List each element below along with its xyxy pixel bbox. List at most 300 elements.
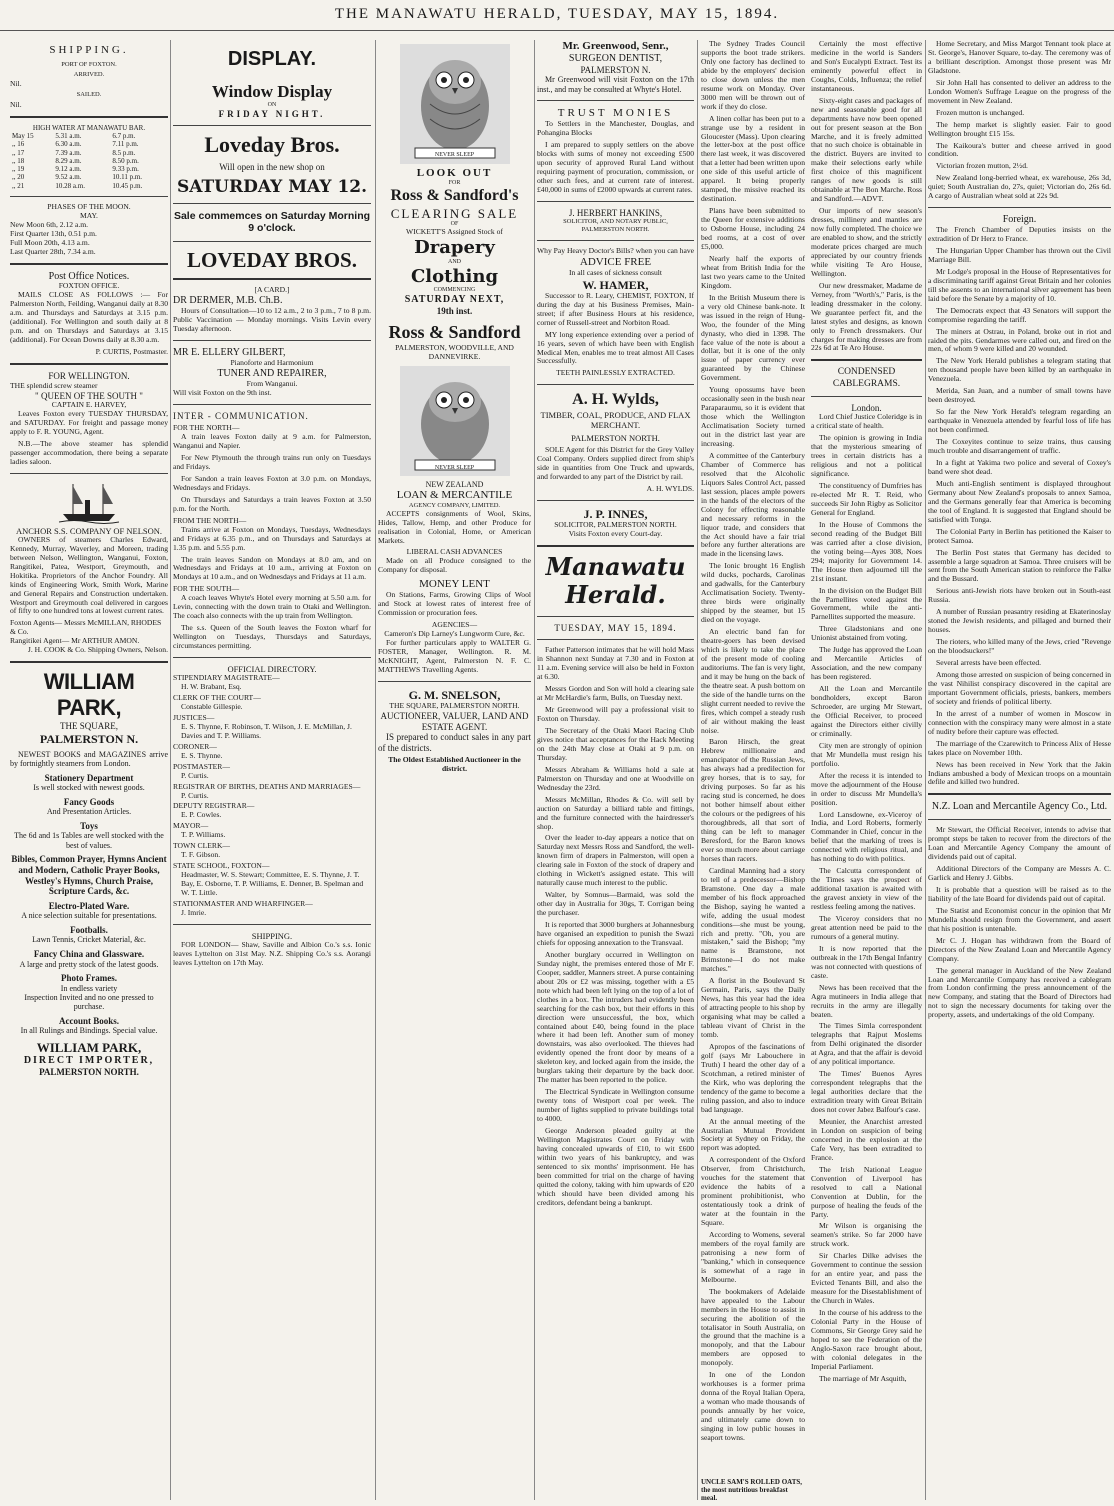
from-north-list	[173, 526, 371, 583]
foreign-paragraph: The Colonial Party in Berlin has petitioned the Kaiser to protect Samoa.	[928, 526, 1111, 545]
north-train-item: A train leaves Foxton daily at 9 a.m. for Palmerston, Wanganui and Napier.	[173, 432, 371, 451]
divider	[537, 500, 694, 501]
agencies-heading: AGENCIES—	[431, 620, 478, 630]
park-heading: WILLIAM PARK,	[43, 669, 135, 721]
masthead: THE MANAWATU HERALD, TUESDAY, MAY 15, 1894.	[334, 6, 780, 22]
news-paragraph: Our imports of new season's dresses, millinery and mantles are now fully completed. The choice we are enabled to show, and the strictly moderate prices charged are much appreciated by our country friends while visiting Te Aro House, Wellington.	[811, 206, 922, 278]
post-office-text: MAILS CLOSE AS FOLLOWS :— For Palmerston North, Feilding, Wanganui daily at 8.30 a.m. and Thursdays and Saturdays at 3.15 p.m. (additional). For Wellington and south daily at 8 p.m. and on Thursdays and Saturdays at 3.15 (additional). For Ocean Downs daily at 8.30 a.m.	[10, 290, 168, 345]
park-item-text: In endless variety	[60, 983, 118, 993]
park-item-heading: Photo Frames.	[61, 972, 117, 983]
sailed-label: SAILED.	[76, 91, 102, 99]
cable-paragraph: Mr Wilson is organising the seamen's strike. So far 2000 have struck work.	[811, 1221, 922, 1249]
for-label: FOR	[448, 180, 461, 187]
official-title: MAYOR—	[173, 821, 209, 831]
divider	[10, 116, 168, 118]
foreign-paragraph: The Berlin Post states that Germany has decided to assemble a large squadron at Samoa. Three cruisers will be sent from the South American station to reinforce the Falke and the Bussard.	[928, 547, 1111, 584]
news-paragraph: The Kaikoura's butter and cheese arrived in good condition.	[928, 140, 1111, 159]
news-paragraph: Frozen mutton is unchanged.	[936, 107, 1025, 117]
display-heading: DISPLAY.	[227, 48, 317, 70]
south-heading: FOR THE SOUTH—	[173, 584, 240, 594]
news-paragraph: At the annual meeting of the Australian Mutual Provident Society at Sydney on Friday, the report was adopted.	[701, 1116, 805, 1153]
foreign-paragraph: In a fight at Yakima two police and several of Coxey's band were shot dead.	[928, 457, 1111, 476]
foreign-paragraph: Merida, San Juan, and a number of small towns have been destroyed.	[928, 386, 1111, 405]
column-divider	[170, 40, 171, 1500]
loveday-bros: LOVEDAY BROS.	[187, 247, 357, 272]
park-town: PALMERSTON N.	[39, 731, 139, 746]
park-item-text: Lawn Tennis, Cricket Material, &c.	[32, 935, 146, 945]
cable-list	[811, 413, 922, 1383]
moon-heading: PHASES OF THE MOON.	[47, 201, 131, 211]
official-title: TOWN CLERK—	[173, 841, 231, 851]
divider	[811, 396, 922, 397]
agencies-text: Cameron's Dip Larney's Lungworm Cure, &c.	[384, 629, 525, 639]
tide-cell: 10.28 a.m.	[55, 181, 85, 190]
news-paragraph: Home Secretary, and Miss Margot Tennant took place at St. George's, Hanover Square, to-day. The ceremony was of a brilliant description. Amongst those present was Mr Gladstone.	[928, 40, 1111, 75]
owl-illustration	[400, 44, 510, 164]
hamer-text: Successor to R. Leary, CHEMIST, FOXTON, If during the day at his Business Premises, Main-street; if after Business Hours at his residence, corner of Russell-street and Norbiton Road.	[537, 290, 694, 327]
dermer-name: DR DERMER, M.B. Ch.B.	[173, 295, 283, 307]
snelson-oldest: The Oldest Established Auctioneer in the district.	[388, 755, 521, 774]
nzl-paragraph: Additional Directors of the Company are Messrs A. C. Garlick and Henry J. Gibbs.	[928, 864, 1111, 882]
divider	[928, 793, 1111, 795]
steamship-illustration	[59, 480, 119, 524]
cable-paragraph: The Viceroy considers that no great attention need be paid to the rumours of a general mutiny.	[811, 913, 922, 941]
official-title: CLERK OF THE COURT—	[173, 692, 261, 702]
money-text: On Stations, Farms, Growing Clips of Wool and Stock at lowest rates of interest free of Commission or procuration fees.	[378, 590, 531, 618]
loveday-open: Will open in the new shop on	[219, 162, 325, 173]
divider	[10, 196, 168, 197]
foreign-paragraph: Much anti-English sentiment is displayed throughout Germany about New Zealand's proposals to annex Samoa, and the Germans generally fear that America is becoming the tool of England. It is suggested that England should be satisfied with Tonga.	[928, 478, 1111, 524]
nzl-paragraph: It is probable that a question will be raised as to the liability of the late Board for dividends paid out of capital.	[928, 884, 1111, 903]
cable-paragraph: The marriage of Mr Asquith,	[819, 1373, 907, 1383]
news-paragraph: An electric band fan for theatre-goers has been devised which is likely to take the place of the present mode of cooling auditoriums. The fan is very light, and it may be hung on the back of the theatre seat. A push bottom on the side of the handle turns on the slight current needed to revive the fires, which compel a steady rush of air without making the least noise.	[701, 627, 805, 735]
lookout-heading: LOOK OUT	[416, 167, 493, 180]
cable-paragraph: The Times Simla correspondent telegraphs that Rajput Moslems from Delhi originated the disorder at Agra, and that the affair is devoid of any political importance.	[811, 1021, 922, 1067]
nzloan-heading: NEW ZEALAND	[425, 479, 484, 489]
anchor-agents: Foxton Agents— Messrs McMILLAN, RHODES & Co.	[10, 618, 162, 637]
moon-month: MAY.	[80, 210, 98, 220]
liberal-heading: LIBERAL CASH ADVANCES	[406, 547, 503, 557]
news-paragraph: Father Patterson intimates that he will hold Mass in Shannon next Sunday at 7.30 and in Foxton at 11 a.m. Evening service will also be held in Foxton at 6.30.	[537, 645, 694, 682]
divider	[173, 340, 371, 341]
news-paragraph: Baron Hirsch, the great Hebrew millionaire and emancipator of the Russian Jews, has always had a predilection for grey horses, that is to say, for driving purposes. So far as his racing stud is concerned, he does not bother himself about either the colours or the pedigrees of his thoroughbreds, all that sort of thing can be left to manager Beresford, for the Baron knows ever so much more about carriage horses than racers.	[701, 737, 805, 863]
north-train-item: For New Plymouth the through trains run only on Tuesdays and Fridays.	[173, 452, 371, 471]
cable-paragraph: News has been received that the Agra mutineers in India allege that recruits in the army are illegally beaten.	[811, 982, 922, 1019]
column-divider	[697, 40, 698, 1500]
news-paragraph: Apropos of the fascinations of golf (says Mr Labouchere in Truth) I heard the other day of a Scotchman, a retired minister of the Kirk, who was deploring the tendency of the game to become a ruling passion, and also to induce bad language.	[701, 1041, 805, 1114]
captain-name: CAPTAIN E. HARVEY,	[51, 400, 127, 410]
news-paragraph: The hemp market is slightly easier. Fair to good Wellington brought £15 15s.	[928, 119, 1111, 138]
tide-row	[10, 165, 168, 173]
tide-cell: 7.39 a.m.	[55, 148, 82, 157]
park-intro: NEWEST BOOKS and MAGAZINES arrive by fortnightly steamers from London.	[10, 749, 168, 769]
clothing-heading: Clothing	[410, 265, 499, 287]
general-news	[701, 40, 805, 1443]
hankins-role: SOLICITOR, AND NOTARY PUBLIC,	[563, 218, 668, 226]
wylds-town: PALMERSTON NORTH.	[571, 433, 660, 444]
divider	[10, 473, 168, 474]
official-heading: OFFICIAL DIRECTORY.	[227, 664, 317, 675]
divider	[173, 657, 371, 658]
advice-sub: In all cases of sickness consult	[568, 267, 662, 277]
wylds-heading: A. H. Wylds,	[572, 391, 659, 409]
divider	[928, 207, 1111, 208]
cable-paragraph: The constituency of Dumfries has re-elected Mr R. T. Reid, who succeeds Sir John Rigby as Solicitor General for England.	[811, 481, 922, 517]
news-paragraph: A correspondent of the Oxford Observer, from Christchurch, vouches for the statement that evidence the habits of a prominent prohibitionist, who ostentatiously took a drink of water at the fountain in the Square.	[701, 1155, 805, 1228]
divider	[10, 363, 168, 365]
snelson-text: IS prepared to conduct sales in any part of the districts.	[378, 732, 531, 753]
card-label: [A CARD.]	[254, 285, 290, 295]
tide-cell: 10.45 p.m.	[112, 181, 143, 190]
foreign-paragraph: The miners at Ostrau, in Poland, broke out in riot and raided the pits. Gendarmes were called out, and fired on the men, of whom 9 were killed and 20 wounded.	[928, 326, 1111, 354]
divider	[173, 125, 371, 126]
tide-cell: 9.33 p.m.	[112, 165, 139, 174]
news-paragraph: A florist in the Boulevard St Germain, Paris, says the Daily News, has this year had the idea of attracting people to his shop by organising what may be called a tableau vivant of Christ in the tomb.	[701, 976, 805, 1039]
news-paragraph: Messrs Gordon and Son will hold a clearing sale at Mr McHardie's farm, Bulls, on Tuesday next.	[537, 684, 694, 703]
tide-cell: ,, 16	[12, 140, 25, 149]
park-footer-role: DIRECT IMPORTER,	[23, 1055, 155, 1067]
divider	[173, 278, 371, 280]
hankins-town: PALMERSTON NORTH.	[581, 226, 650, 234]
anchor-heading: ANCHOR S.S. COMPANY OF NELSON.	[15, 525, 163, 536]
foreign-news	[928, 226, 1111, 787]
official-name: E. P. Cowles.	[181, 810, 222, 820]
foreign-paragraph: Several arrests have been effected.	[936, 658, 1042, 668]
shipping-heading-2: SHIPPING.	[251, 930, 293, 941]
divider	[537, 545, 694, 547]
nzloan-heading-2: LOAN & MERCANTILE	[396, 489, 513, 502]
divider	[537, 384, 694, 385]
divider	[537, 100, 694, 101]
nzl-paragraph: The Statist and Economist concur in the opinion that Mr Mundella should resign from the Government, and assert that his position is untenable.	[928, 905, 1111, 933]
wellington-heading: FOR WELLINGTON.	[48, 370, 130, 381]
news-paragraph: A linen collar has been put to a strange use by a resident in Gloucester (Mass). Upon clearing the letter-box at the post office there last week, it was discovered that a letter had been written upon one side of this useful article of apparel. It being properly stamped, the missive reached its destination.	[701, 113, 805, 204]
park-item-text: In all Rulings and Bindings. Special value.	[20, 1026, 158, 1036]
official-name: T. P. Williams.	[181, 830, 226, 840]
home-news	[928, 40, 1111, 201]
foreign-paragraph: The rioters, who killed many of the Jews, cried "Revenge on the bloodsuckers!"	[928, 637, 1111, 656]
official-name: E. S. Thynne, F. Robinson, T. Wilson, J. E. McMillan, J. Davies and T. P. Williams.	[181, 721, 352, 740]
divider	[10, 263, 168, 265]
foreign-paragraph: The French Chamber of Deputies insists on the extradition of Dr Herz to France.	[928, 225, 1111, 243]
tide-cell: ,, 17	[12, 148, 25, 157]
north-heading: FOR THE NORTH—	[173, 423, 240, 433]
official-title: POSTMASTER—	[173, 761, 230, 771]
hankins-heading: J. HERBERT HANKINS,	[568, 207, 663, 218]
column-5-right	[811, 40, 922, 1500]
official-title: REGISTRAR OF BIRTHS, DEATHS AND MARRIAGES—	[173, 781, 361, 791]
cable-paragraph: Meunier, the Anarchist arrested in London on suspicion of being concerned in the explosion at the Cafe Very, has been extradited to France.	[811, 1117, 922, 1162]
snelson-heading: G. M. SNELSON,	[408, 687, 501, 702]
news-paragraph: Messrs McMillan, Rhodes & Co. will sell by auction on Saturday a billiard table and fittings, and the furniture connected with the hairdresser's shop.	[537, 794, 694, 831]
news-paragraph: Walter, by Somnus—Barmaid, was sold the other day in Australia for 30gs, T. Corrigan being the purchaser.	[537, 890, 694, 918]
official-name: H. W. Brabant, Esq.	[181, 682, 242, 692]
foreign-paragraph: Among those arrested on suspicion of being concerned in the vast Nihilist conspiracy discovered in the capital are important Government officials, priests, bankers, members of society and friends of political liberty.	[928, 669, 1111, 706]
north-train-item: For Sandon a train leaves Foxton at 3.0 p.m. on Mondays, Wednesdays and Fridays.	[173, 473, 371, 492]
greenwood-text: Mr Greenwood will visit Foxton on the 17th inst., and may be consulted at Whyte's Hotel.	[537, 75, 694, 94]
official-name: J. Imrie.	[181, 907, 207, 917]
north-list	[173, 433, 371, 514]
foreign-paragraph: A number of Russian peasantry residing at Ekaterinoslay stoned the Jewish residents, and pillaged and burned their houses.	[928, 607, 1111, 635]
loveday-heading: Loveday Bros.	[204, 132, 340, 158]
divider	[537, 201, 694, 202]
park-item-text: A large and pretty stock of the latest goods.	[19, 959, 159, 969]
innes-heading: J. P. INNES,	[583, 507, 648, 522]
official-title: STATIONMASTER AND WHARFINGER—	[173, 898, 313, 908]
divider	[537, 616, 694, 617]
park-item-text: And Presentation Articles.	[46, 807, 132, 817]
column-divider	[375, 40, 376, 1500]
park-item-heading: Toys	[80, 820, 98, 831]
cable-paragraph: All the Loan and Mercantile bondholders, except Baron Schroeder, are urging Mr Stewart, the Official Receiver, to proceed against the Directors either civilly or criminally.	[811, 684, 922, 738]
park-item-text: The 6d and 1s Tables are well stocked with the best of values.	[14, 831, 164, 850]
divider	[173, 404, 371, 405]
masthead-rule	[0, 30, 1114, 31]
advice-heading: ADVICE FREE	[579, 255, 652, 268]
saturday-next: SATURDAY NEXT,	[404, 293, 505, 305]
gilbert-sub: Pianoforte and Harmonium	[230, 357, 314, 367]
official-name: E. S. Thynne.	[181, 750, 223, 760]
nzloan-text: ACCEPTS consignments of Wool, Skins, Hides, Tallow, Hemp, and other Produce for realisation in Colonial, Home, or American Markets.	[378, 508, 531, 545]
wellington-text: THE splendid screw steamer	[10, 380, 98, 390]
official-name: T. F. Gibson.	[181, 850, 221, 860]
post-office-heading: Post Office Notices.	[48, 270, 130, 282]
friday-night: FRIDAY NIGHT.	[218, 108, 326, 119]
nzloan-company: AGENCY COMPANY, LIMITED.	[408, 502, 501, 510]
snelson-role: AUCTIONEER, VALUER, LAND AND ESTATE AGENT.	[380, 711, 529, 732]
official-name: Constable Gillespie.	[181, 701, 243, 711]
official-title: DEPUTY REGISTRAR—	[173, 801, 255, 811]
news-paragraph: Cardinal Manning had a story to tell of a predecessor—Bishop Bramstone. One day a male member of his flock approached the Bishop, saying he wanted a wife, adding the usual modest conditions—she must be young, rich and pretty. "Oh, you are mistaken," said the Bishop; "my name is Bramstone, not Brimstone—I do not make matches."	[701, 865, 805, 974]
herald-masthead: Manawatu Herald.	[545, 552, 686, 610]
park-item-heading: Fancy Goods	[63, 796, 115, 807]
london-heading: London.	[851, 402, 882, 413]
park-item-heading: Electro-Plated Ware.	[48, 900, 130, 911]
divider	[811, 359, 922, 361]
sale-notice: Sale commemces on Saturday Morning 9 o'clock.	[173, 209, 371, 235]
trust-text-1: To Settlers in the Manchester, Douglas, and Pohangina Blocks	[537, 119, 694, 138]
further-text: For further particulars apply to WALTER G. FOSTER, Manager, Wellington. R. M. McKNIGHT, Agent, Palmerston N. F. C. MATTHEWS Travelling Agents.	[378, 638, 531, 674]
news-paragraph: According to Womens, several members of the royal family are patronising a new form of "banking," which in consequence is somewhat of a rage in Melbourne.	[701, 1230, 805, 1284]
money-heading: MONEY LENT	[419, 578, 490, 591]
of-label: OF	[450, 221, 459, 228]
shipping-text: FOR LONDON— Shaw, Saville and Albion Co.'s s.s. Ionic leaves Lyttelton on 31st May. N.Z. Shipping Co.'s s.s. Aorangi leaves Lyttelton on 17th May.	[173, 939, 371, 967]
cable-paragraph: The Judge has approved the Loan and Mercantile Articles of Association, and the new company has been registered.	[811, 645, 922, 682]
owl-illustration	[400, 366, 510, 476]
hamer-heading: W. HAMER,	[582, 277, 649, 292]
nzl-paragraph: Mr C. J. Hogan has withdrawn from the Board of Directors of the New Zealand Loan and Mercantile Agency Company.	[928, 935, 1111, 963]
news-paragraph: Sixty-eight cases and packages of new and seasonable good for all departments have now been opened out for present season at the Bon Marche, and it is freely admitted that no such choice is obtainable in the district. Buyers are invited to make their selections early while first choice of this magnificent ranges of new goods is still obtainable at The Bon Marche. Ross and Sandford.—ADVT.	[811, 95, 922, 204]
column-2	[173, 40, 371, 1500]
foreign-paragraph: News has been received in New York that the Jakin Indians ambushed a body of Mexican troops on a mountain defile and killed two hundred.	[928, 759, 1111, 787]
anchor-signature: J. H. COOK & Co. Shipping Owners, Nelson.	[27, 645, 168, 655]
column-6	[928, 40, 1111, 1500]
arrived-label: ARRIVED.	[73, 70, 105, 78]
park-item-text: Is well stocked with newest goods.	[33, 783, 145, 793]
park-item-text: A nice selection suitable for presentations.	[21, 911, 157, 921]
cable-paragraph: The opinion is growing in India that the mysterious smearing of trees in certain districts has a religious and not a political significance.	[811, 433, 922, 479]
news-paragraph: The Ionic brought 16 English wild ducks, pochards, Carolinas and gadwalls, for the Canterbury Acclimatisation Society. Twenty-three birds were originally shipped by the steamer, but 15 died on the voyage.	[701, 561, 805, 625]
divider	[537, 240, 694, 241]
news-paragraph: New Zealand long-berried wheat, ex warehouse, 26s 3d, quiet; South Australian do, 27s, quiet; Victorian do, 26s 6d. A cargo of Australian wheat sold at 22s 9d.	[928, 173, 1111, 201]
arrived-value: Nil.	[10, 79, 22, 89]
foreign-paragraph: Serious anti-Jewish riots have broken out in South-east Russia.	[928, 586, 1111, 605]
trust-heading: TRUST MONIES	[557, 107, 674, 120]
news-paragraph: Certainly the most effective medicine in the world is Sanders and Son's Eucalypti Extract. Test its eminently powerful effect in Coughs, Colds, Influenza; the relief instantaneous.	[811, 40, 922, 93]
cable-paragraph: In the division on the Budget Bill the Parnellites voted against the Government, while the anti-Parnellites supported the measure.	[811, 585, 922, 622]
greenwood-role: SURGEON DENTIST,	[568, 52, 663, 64]
cable-paragraph: The Irish National League Convention of Liverpool has resolved to call a National Convention at Dublin, for the purpose of healing the feuds of the Party.	[811, 1164, 922, 1219]
official-title: STIPENDIARY MAGISTRATE—	[173, 673, 280, 683]
from-north-item: The train leaves Sandon on Mondays at 8.0 am, and on Wednesdays and Fridays at 10 a.m., arriving at Foxton on Mondays at 10 a.m., and on Wednesdays and Fridays at 11 a.m.	[173, 554, 371, 582]
herald-date: TUESDAY, MAY 15, 1894.	[554, 622, 677, 633]
dermer-text: Hours of Consultation—10 to 12 a.m., 2 to 3 p.m., 7 to 8 p.m. Public Vaccination — Monday mornings. Visits Levin every Tuesday afternoon.	[173, 306, 371, 334]
moon-phase: New Moon 6th, 2.12 a.m.	[10, 219, 89, 229]
commencing-label: COMMENCING	[433, 286, 476, 293]
gilbert-visit: Will visit Foxton on the 9th inst.	[173, 387, 272, 397]
clearing-sale: CLEARING SALE	[390, 206, 519, 221]
ship-name: " QUEEN OF THE SOUTH "	[35, 390, 143, 401]
official-list	[173, 674, 371, 918]
column-divider	[534, 40, 535, 1500]
uncle-sam-ad: UNCLE SAM'S ROLLED OATS, the most nutritious breakfast meal.	[701, 1478, 805, 1502]
shipping-heading: SHIPPING.	[49, 44, 129, 56]
wellington-note: N.B.—The above steamer has splendid passenger accommodation, there being a separate ladies saloon.	[10, 438, 168, 466]
news-paragraph: The Electrical Syndicate in Wellington consume twenty tons of Westport coal per week. The number of lights supplied to private buildings total to 4000.	[537, 1087, 694, 1124]
rs-heading-2: Ross & Sandford	[388, 322, 521, 343]
advertising-notes	[811, 40, 922, 353]
park-item-heading: Account Books.	[58, 1015, 119, 1026]
news-paragraph: Over the leader to-day appears a notice that on Saturday next Messrs Ross and Sandford, the well-known firm of drapers in Palmerston, will open a clearing sale in Foxton of the stock of drapery and clothing in Wickett's assigned estate. This will naturally cause much interest to the public.	[537, 833, 694, 888]
tide-cell: 10.11 p.m.	[112, 173, 143, 182]
greenwood-town: PALMERSTON N.	[580, 64, 651, 75]
anchor-text: OWNERS of steamers Charles Edward, Kennedy, Murray, Waverley, and Moreen, trading between Nelson, Wellington, Wanganui, Foxton, Rangitikei, Patea, Westport, Greymouth, and Hokitika. Proprietors of the Anchor Foundry. All kinds of Engineering Work, Smith Work, Marine and General Repairs and Construction undertaken. Westport and Greymouth coal delivered in cargoes of fifty to one hundred tons at lowest current rates.	[10, 534, 168, 616]
south-item: The s.s. Queen of the South leaves the Foxton wharf for Wellington on Tuesdays, Thursdays and Saturdays, circumstances permitting.	[173, 623, 371, 651]
news-paragraph: The Sydney Trades Council supports the boot trade strikers. Only one factory has declined to abide by the employers' decision to close down unless the men resume work on Monday. Over 3000 men will be thrown out of work if they do close.	[701, 40, 805, 111]
divider	[173, 203, 371, 204]
gilbert-name: MR E. ELLERY GILBERT,	[173, 347, 286, 359]
tide-cell: 8.50 p.m.	[112, 156, 139, 165]
moon-phase: Last Quarter 28th, 7.34 a.m.	[10, 246, 96, 256]
foreign-paragraph: Mr Lodge's proposal in the House of Representatives for a discriminating tariff against Great Britain and her colonies till she assents to an international silver agreement has been laid before the Senate by a majority of 10.	[928, 266, 1111, 303]
saturday-heading: SATURDAY MAY 12.	[176, 176, 368, 197]
cable-paragraph: Lord Lansdowne, ex-Viceroy of India, and Lord Roberts, formerly Commander in Chief, concur in the belief that the marking of trees is connected with religious ritual, and has nothing to do with politics.	[811, 809, 922, 864]
tide-row	[10, 140, 168, 148]
wylds-text: SOLE Agent for this District for the Grey Valley Coal Company. Orders supplied direct from ship's side in quantities from One Truck and upwards, and forwarded to any part of the District by rail.	[537, 445, 694, 482]
news-paragraph: Victorian frozen mutton, 2½d.	[936, 161, 1028, 171]
news-paragraph: The Secretary of the Otaki Maori Racing Club gives notice that acceptances for the Hack Meeting on the 24th May close at Otaki at 9 p.m. on Thursday.	[537, 725, 694, 762]
park-item-text: Inspection Invited and no one pressed to purchase.	[24, 992, 154, 1012]
news-paragraph: George Anderson pleaded guilty at the Wellington Magistrates Court on Friday with having concealed upwards of £10, to wit £600 within two years of his bankruptcy, and was sentenced to six months' imprisonment. He has been committed for trial on the charge of having quitted the colony, taking with him upwards of £20 which should have been divided among his creditors, defendant being a bankrupt.	[537, 1126, 694, 1207]
nzl-paragraph: The general manager in Auckland of the New Zealand Loan and Mercantile Company has received a cablegram from London confirming the press announcement of the new Company, and stating that the Board of Directors had not to sign the necessary documents for taking over the property, assets, and undertakings of the old Company.	[928, 965, 1111, 1020]
sailed-value: Nil.	[10, 99, 22, 109]
park-item-heading: Stationery Department	[44, 772, 134, 783]
cable-paragraph: City men are strongly of opinion that Mr Mundella must resign his portfolio.	[811, 740, 922, 768]
park-item-heading: Fancy China and Glassware.	[33, 948, 145, 959]
tide-cell: May 15	[12, 132, 34, 141]
cable-paragraph: After the recess it is intended to move the adjournment of the House in order to discuss Mr Mundella's position.	[811, 770, 922, 807]
tide-cell: ,, 21	[12, 181, 25, 190]
foreign-paragraph: The Coxeyites continue to seize trains, thus causing much trouble and disarrangement of traffic.	[928, 437, 1111, 456]
park-footer-town: PALMERSTON NORTH.	[39, 1067, 139, 1078]
from-north-heading: FROM THE NORTH—	[173, 515, 247, 525]
divider	[928, 819, 1111, 820]
liberal-text: Made on all Produce consigned to the Company for disposal.	[378, 556, 531, 575]
tide-cell: ,, 20	[12, 173, 25, 182]
foreign-paragraph: So far the New York Herald's telegram regarding an earthquake in Venezuela attended by fearful loss of life has not been confirmed.	[928, 407, 1111, 435]
inst-label: 19th inst.	[436, 305, 473, 316]
tide-row	[10, 173, 168, 181]
hamer-experience: MY long experience extending over a period of 16 years, seven of which have been with English Medical Men, enables me to treat almost All Cases Successfully.	[537, 329, 694, 366]
nzl-news	[928, 826, 1111, 1020]
tide-cell: 8.5 p.m.	[112, 148, 136, 157]
news-paragraph: The bookmakers of Adelaide have appealed to the Labour members in the House to assist in securing the abolition of the totalisator in South Australia, on the ground that the machine is a monopoly, and that the Labour members are opposed to monopoly.	[701, 1286, 805, 1368]
teeth-text: TEETH PAINLESSLY EXTRACTED.	[556, 368, 675, 378]
news-paragraph: In the British Museum there is a very old Chinese bank-note. It was issued in the reign of Hung-Woo, the founder of the Ming dynasty, who died in 1398. The face value of the note is about a dollar, but it is one of the only issue of paper currency ever guaranteed by the Chinese Government.	[701, 292, 805, 383]
south-item: A coach leaves Whyte's Hotel every morning at 5.50 a.m. for Levin, connecting with the down train to Otaki and Wellington. The coach also connects with the up train from Wellington.	[173, 593, 371, 621]
column-4	[537, 40, 694, 1500]
cable-paragraph: Three Gladstonians and one Unionist abstained from voting.	[811, 624, 922, 643]
official-title: JUSTICES—	[173, 712, 215, 722]
owl-label: NEVER SLEEP	[434, 464, 475, 471]
tide-cell: 9.12 a.m.	[55, 165, 82, 174]
tide-row	[10, 149, 168, 157]
tide-row	[10, 132, 168, 140]
anchor-agent-rangitikei: Rangitikei Agent— Mr ARTHUR AMON.	[10, 636, 140, 646]
news-paragraph: Messrs Abraham & Williams hold a sale at Palmerston on Thursday and one at Woodville on Wednesday the 23rd.	[537, 764, 694, 792]
news-paragraph: A committee of the Canterbury Chamber of Commerce has resolved that the Alcoholic Liquors Sales Control Act, passed last session, places ample powers in the hands of the electors of the Colony for effecting reasonable and necessary reforms in the liquor trade, and considers that the Act should have a fair trial before any further alterations are made in the licensing laws.	[701, 450, 805, 559]
cable-paragraph: Sir Charles Dilke advises the Government to continue the session for an entire year, and pass the Evicted Tenants Bill, and also the measure for the Disestablishment of the Church in Wales.	[811, 1251, 922, 1306]
moon-list	[10, 221, 168, 257]
tide-row	[10, 157, 168, 165]
news-paragraph: Plans have been submitted to the Queen for extensive additions to Osborne House, including 24 bed rooms, at a cost of over £5,000.	[701, 206, 805, 251]
moon-phase: First Quarter 13th, 0.51 p.m.	[10, 228, 97, 238]
gilbert-tuner: TUNER AND REPAIRER,	[217, 367, 327, 379]
tide-row	[10, 182, 168, 190]
greenwood-heading: Mr. Greenwood, Senr.,	[562, 40, 669, 52]
nzl-heading: N.Z. Loan and Mercantile Agency Co., Ltd.	[931, 801, 1108, 813]
park-item-heading: Footballs.	[70, 924, 108, 935]
inter-heading: INTER - COMMUNICATION.	[173, 410, 309, 421]
cable-paragraph: The Times' Buenos Ayres correspondent telegraphs that the legal authorities declare that the extradition treaty with Great Britain does not cover Jabez Balfour's case.	[811, 1069, 922, 1115]
trust-text-2: I am prepared to supply settlers on the above blocks with sums of money not exceeding £500 upon security of approved Rural Land without requiring payment of procuration, commission, or other such fees, and at current rate of interest. £40,000 in sums of £2000 upwards at current rates.	[537, 140, 694, 194]
official-name: P. Curtis.	[181, 790, 209, 800]
wylds-role: TIMBER, COAL, PRODUCE, AND FLAX MERCHANT.	[540, 410, 691, 431]
on-label: ON	[267, 101, 277, 108]
window-display: Window Display	[211, 81, 333, 101]
column-5	[701, 40, 922, 1500]
news-paragraph: Mr Greenwood will pay a professional visit to Foxton on Thursday.	[537, 705, 694, 724]
innes-visit: Visits Foxton every Court-day.	[568, 529, 663, 539]
tide-cell: 6.30 a.m.	[55, 140, 82, 149]
wellington-schedule: Leaves Foxton every TUESDAY THURSDAY, and SATURDAY. For freight and passage money apply to F. R. YOUNG, Agent.	[10, 409, 168, 437]
news-paragraph: Nearly half the exports of wheat from British India for the last two years came to the United Kingdom.	[701, 253, 805, 290]
tide-cell: 8.29 a.m.	[55, 156, 82, 165]
official-name: P. Curtis.	[181, 770, 209, 780]
cable-paragraph: In the House of Commons the second reading of the Budget Bill was carried after a close division, the voting being—Ayes 308, Noes 294; majority for Government 14. The House then adjourned till the 21st instant.	[811, 519, 922, 583]
column-1	[10, 40, 168, 1500]
foreign-paragraph: The Hungarian Upper Chamber has thrown out the Civil Marriage Bill.	[928, 245, 1111, 264]
tide-heading: HIGH WATER AT MANAWATU BAR.	[32, 123, 146, 132]
foreign-paragraph: The New York Herald publishes a telegram stating that ten thousand people have been killed by an earthquake in Venezuela.	[928, 356, 1111, 384]
column-3	[378, 40, 531, 1500]
cable-paragraph: In the course of his address to the Colonial Party in the House of Commons, Sir George Grey said he hoped to see the Federation of the Anglo-Saxon race brought about, with colonial delegates in the Imperial Parliament.	[811, 1308, 922, 1371]
rs-towns: PALMERSTON, WOODVILLE, AND DANNEVIRKE.	[395, 342, 514, 361]
tide-table	[10, 132, 168, 190]
foreign-paragraph: In the arrest of a number of women in Moscow in connection with the conspiracy many were almost in a state of nudity before their capture was effected.	[928, 708, 1111, 736]
nzl-paragraph: Mr Stewart, the Official Receiver, intends to advise that prompt steps be taken to recover from the directors of the Loan and Mercantile Agency Company the amount of dividends paid out of capital.	[928, 825, 1111, 862]
moon-phase: Full Moon 20th, 4.13 a.m.	[10, 237, 90, 247]
